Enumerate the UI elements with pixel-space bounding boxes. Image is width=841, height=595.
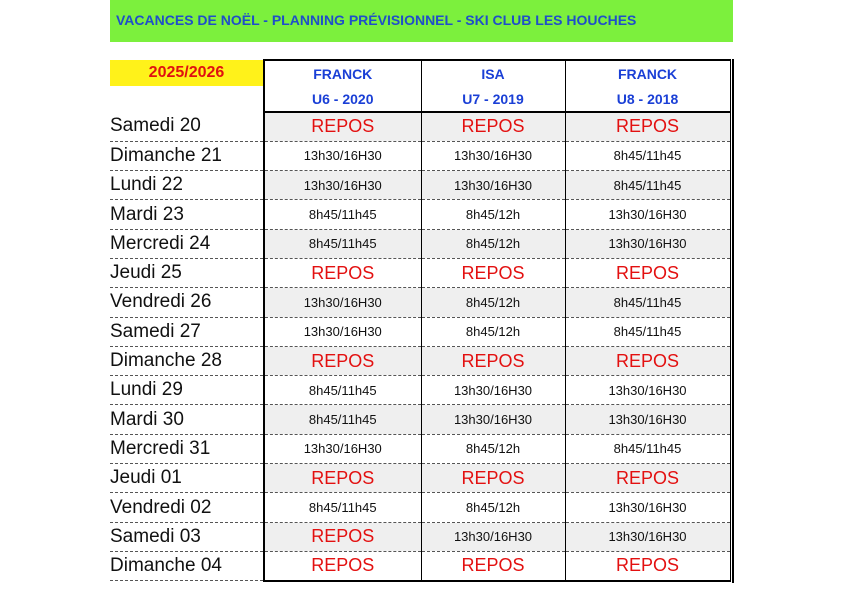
session-cell[interactable]: 13h30/16H30	[264, 434, 421, 463]
table-row	[110, 229, 730, 258]
session-cell[interactable]: 8h45/11h45	[264, 493, 421, 522]
table-row	[110, 522, 730, 551]
day-cell[interactable]: Mercredi 24	[110, 229, 264, 258]
table-row	[110, 376, 730, 405]
day-cell[interactable]: Jeudi 25	[110, 258, 264, 287]
group-header[interactable]: U7 - 2019	[421, 86, 565, 112]
session-cell[interactable]: 8h45/11h45	[264, 200, 421, 229]
coach-header[interactable]: FRANCK	[565, 60, 730, 86]
day-cell[interactable]: Mercredi 31	[110, 434, 264, 463]
rest-cell[interactable]: REPOS	[565, 551, 730, 580]
session-cell[interactable]: 8h45/12h	[421, 200, 565, 229]
session-cell[interactable]: 13h30/16H30	[565, 376, 730, 405]
session-cell[interactable]: 8h45/11h45	[264, 376, 421, 405]
table-row	[110, 112, 730, 141]
session-cell[interactable]: 13h30/16H30	[565, 229, 730, 258]
session-cell[interactable]: 8h45/11h45	[565, 171, 730, 200]
day-cell[interactable]: Vendredi 26	[110, 288, 264, 317]
schedule-table	[110, 59, 731, 582]
rest-cell[interactable]: REPOS	[565, 464, 730, 493]
day-cell[interactable]: Vendredi 02	[110, 493, 264, 522]
session-cell[interactable]: 8h45/12h	[421, 317, 565, 346]
table-row	[110, 551, 730, 580]
session-cell[interactable]: 8h45/11h45	[565, 317, 730, 346]
session-cell[interactable]: 8h45/12h	[421, 434, 565, 463]
session-cell[interactable]: 8h45/12h	[421, 288, 565, 317]
session-cell[interactable]: 13h30/16H30	[264, 288, 421, 317]
day-cell[interactable]: Dimanche 21	[110, 141, 264, 170]
table-row	[110, 141, 730, 170]
session-cell[interactable]: 8h45/11h45	[264, 229, 421, 258]
table-row	[110, 405, 730, 434]
rest-cell[interactable]: REPOS	[264, 464, 421, 493]
table-row	[110, 346, 730, 375]
session-cell[interactable]: 13h30/16H30	[565, 493, 730, 522]
rest-cell[interactable]: REPOS	[264, 112, 421, 141]
session-cell[interactable]: 8h45/11h45	[565, 288, 730, 317]
sheet-right-border	[732, 59, 734, 583]
rest-cell[interactable]: REPOS	[264, 551, 421, 580]
rest-cell[interactable]: REPOS	[421, 551, 565, 580]
empty-header-cell[interactable]	[110, 86, 264, 112]
session-cell[interactable]: 8h45/12h	[421, 229, 565, 258]
day-cell[interactable]: Mardi 30	[110, 405, 264, 434]
day-cell[interactable]: Jeudi 01	[110, 464, 264, 493]
session-cell[interactable]: 13h30/16H30	[421, 522, 565, 551]
session-cell[interactable]: 13h30/16H30	[565, 522, 730, 551]
rest-cell[interactable]: REPOS	[421, 346, 565, 375]
header-row-coaches	[110, 60, 730, 86]
season-cell[interactable]: 2025/2026	[110, 60, 264, 86]
rest-cell[interactable]: REPOS	[421, 258, 565, 287]
coach-header[interactable]: FRANCK	[264, 60, 421, 86]
day-cell[interactable]: Lundi 29	[110, 376, 264, 405]
session-cell[interactable]: 13h30/16H30	[264, 141, 421, 170]
session-cell[interactable]: 8h45/11h45	[565, 141, 730, 170]
rest-cell[interactable]: REPOS	[421, 464, 565, 493]
table-row	[110, 258, 730, 287]
session-cell[interactable]: 8h45/12h	[421, 493, 565, 522]
day-cell[interactable]: Samedi 03	[110, 522, 264, 551]
day-cell[interactable]: Dimanche 28	[110, 346, 264, 375]
rest-cell[interactable]: REPOS	[565, 258, 730, 287]
sheet-title: VACANCES DE NOËL - PLANNING PRÉVISIONNEL - SKI CLUB LES HOUCHES	[116, 12, 637, 28]
table-row	[110, 317, 730, 346]
rest-cell[interactable]: REPOS	[264, 522, 421, 551]
session-cell[interactable]: 13h30/16H30	[565, 405, 730, 434]
day-cell[interactable]: Samedi 27	[110, 317, 264, 346]
table-row	[110, 464, 730, 493]
day-cell[interactable]: Dimanche 04	[110, 551, 264, 580]
rest-cell[interactable]: REPOS	[264, 258, 421, 287]
table-row	[110, 200, 730, 229]
title-banner	[110, 0, 733, 42]
session-cell[interactable]: 13h30/16H30	[421, 141, 565, 170]
session-cell[interactable]: 8h45/11h45	[565, 434, 730, 463]
session-cell[interactable]: 13h30/16H30	[565, 200, 730, 229]
table-row	[110, 171, 730, 200]
day-cell[interactable]: Lundi 22	[110, 171, 264, 200]
session-cell[interactable]: 13h30/16H30	[264, 171, 421, 200]
day-cell[interactable]: Samedi 20	[110, 112, 264, 141]
session-cell[interactable]: 13h30/16H30	[421, 405, 565, 434]
session-cell[interactable]: 13h30/16H30	[421, 376, 565, 405]
rest-cell[interactable]: REPOS	[565, 112, 730, 141]
coach-header[interactable]: ISA	[421, 60, 565, 86]
table-row	[110, 288, 730, 317]
table-row	[110, 493, 730, 522]
rest-cell[interactable]: REPOS	[264, 346, 421, 375]
session-cell[interactable]: 8h45/11h45	[264, 405, 421, 434]
session-cell[interactable]: 13h30/16H30	[421, 171, 565, 200]
session-cell[interactable]: 13h30/16H30	[264, 317, 421, 346]
rest-cell[interactable]: REPOS	[565, 346, 730, 375]
table-row	[110, 434, 730, 463]
group-header[interactable]: U8 - 2018	[565, 86, 730, 112]
group-header[interactable]: U6 - 2020	[264, 86, 421, 112]
rest-cell[interactable]: REPOS	[421, 112, 565, 141]
day-cell[interactable]: Mardi 23	[110, 200, 264, 229]
header-row-groups	[110, 86, 730, 112]
